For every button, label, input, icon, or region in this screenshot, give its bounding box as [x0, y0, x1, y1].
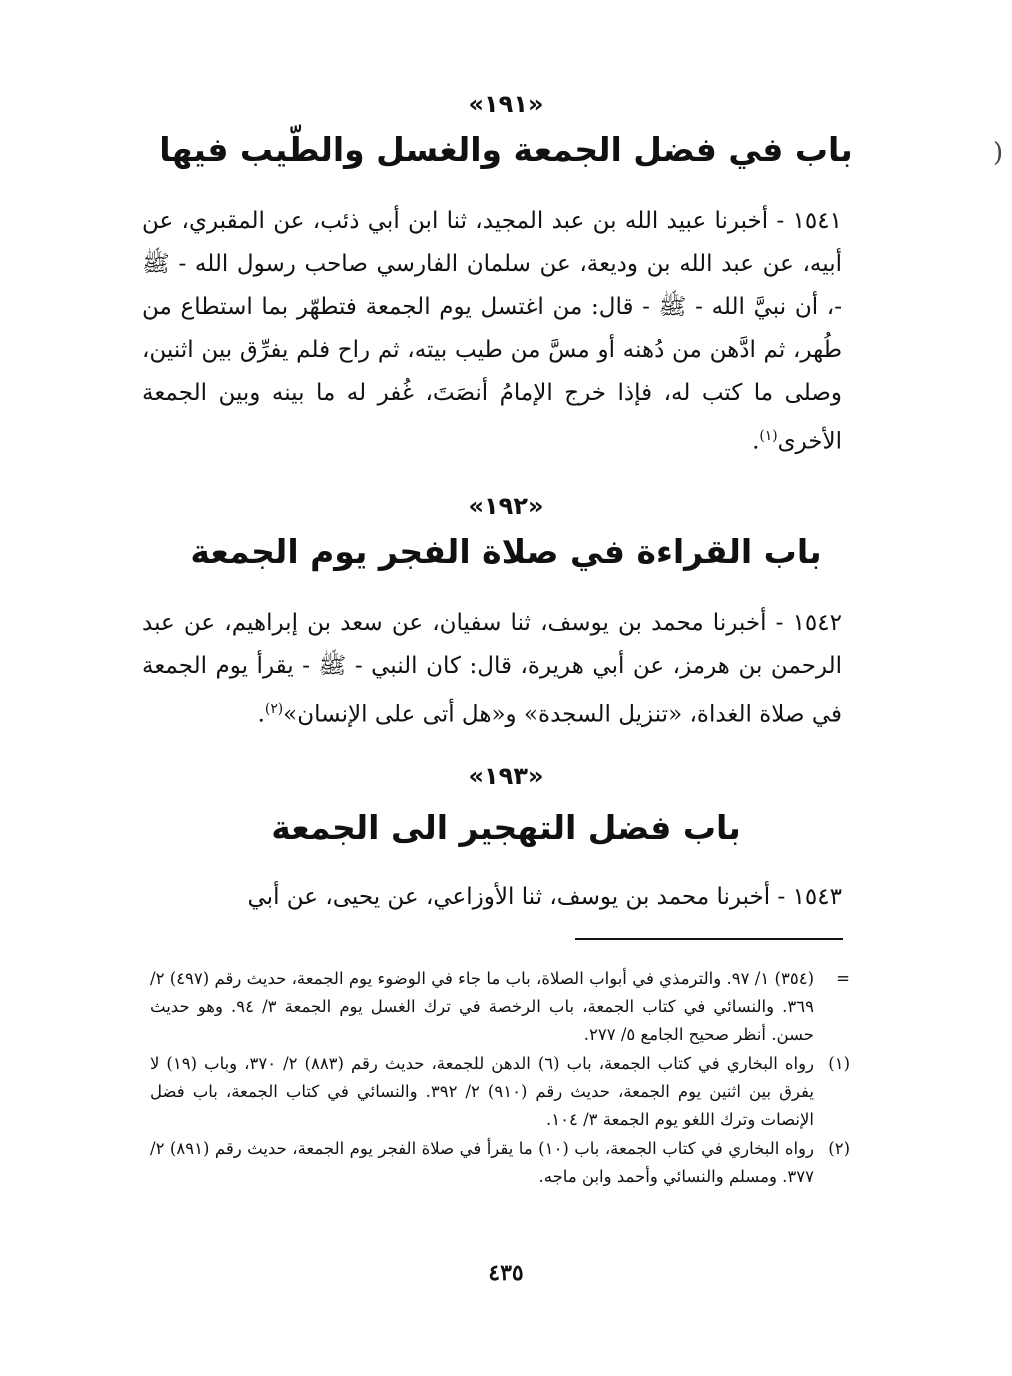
chapter-title: باب القراءة في صلاة الفجر يوم الجمعة — [190, 532, 822, 571]
margin-mark: ( — [993, 138, 1004, 168]
hadith-number: ١٥٤٢ — [792, 610, 842, 636]
chapter-number: «١٩٢» — [468, 492, 544, 520]
footnote-mark: = — [836, 969, 850, 988]
hadith-paragraph: ١٥٤٣ - أخبرنا محمد بن يوسف، ثنا الأوزاعي، عن يحيى، عن أبي — [247, 884, 842, 910]
footnote-reference: (٢) — [264, 701, 284, 717]
footnote-mark: (٢) — [828, 1139, 850, 1158]
page-number: ٤٣٥ — [488, 1260, 524, 1286]
chapter-title: باب فضل التهجير الى الجمعة — [271, 808, 741, 847]
chapter-title: باب في فضل الجمعة والغسل والطّيب فيها — [159, 130, 853, 169]
footnote-item — [150, 1135, 850, 1191]
footnote-text: رواه البخاري في كتاب الجمعة، باب (١٠) ما يقرأ في صلاة الفجر يوم الجمعة، حديث رقم (٨٩١) ٢/ ٣٧٧. ومسلم والنسائي وأحمد وابن ماجه. — [150, 1139, 814, 1186]
footnote-text: (٣٥٤) ١/ ٩٧. والترمذي في أبواب الصلاة، باب ما جاء في الوضوء يوم الجمعة، حديث رقم (٤٩٧) ٢/ ٣٦٩. والنسائي في كتاب الجمعة، باب الرخصة في ترك الغسل يوم الجمعة ٣/ ٩٤. وهو حديث حسن. أنظر صحيح الجامع ٥/ ٢٧٧. — [150, 969, 814, 1044]
footnote-item — [150, 1050, 850, 1134]
hadith-number: ١٥٤٣ — [792, 884, 842, 910]
footnote-reference: (١) — [759, 428, 778, 444]
footnote-mark: (١) — [828, 1054, 850, 1073]
hadith-number: ١٥٤١ — [792, 208, 842, 234]
footnotes — [150, 965, 850, 1192]
footnote-item — [150, 965, 850, 1049]
footnote-text: رواه البخاري في كتاب الجمعة، باب (٦) الدهن للجمعة، حديث رقم (٨٨٣) ٢/ ٣٧٠، وباب (١٩) لا يفرق بين اثنين يوم الجمعة، حديث رقم (٩١٠) ٢/ ٣٩٢. والنسائي في كتاب الجمعة، باب فضل الإنصات وترك اللغو يوم الجمعة ٣/ ١٠٤. — [150, 1054, 815, 1129]
hadith-text: أخبرنا محمد بن يوسف، ثنا الأوزاعي، عن يحيى، عن أبي — [247, 884, 771, 910]
chapter-number: «١٩٣» — [468, 762, 544, 790]
hadith-paragraph: ١٥٤١ - أخبرنا عبيد الله بن عبد المجيد، ثنا ابن أبي ذئب، عن المقبري، عن أبيه، عن عبد الله بن وديعة، عن سلمان الفارسي صاحب رسول الله - ﷺ -، أن نبيَّ الله - ﷺ - قال: من اغتسل يوم الجمعة فتطهّر بما استطاع من طُهر، ثم ادَّهن من دُهنه أو مسَّ من طيب بيته، ثم راح فلم يفرِّق بين اثنين، وصلى ما كتب له، فإذا خرج الإمامُ أنصَتَ، غُفر له ما بينه وبين الجمعة الأخرى$^{(١)}$. — [142, 208, 842, 455]
footnote-separator — [575, 938, 843, 940]
hadith-text: أخبرنا عبيد الله بن عبد المجيد، ثنا ابن أبي ذئب، عن المقبري، عن أبيه، عن عبد الله بن وديعة، عن سلمان الفارسي صاحب رسول الله - ﷺ -، أن نبيَّ الله - ﷺ - قال: من اغتسل يوم الجمعة فتطهّر بما استطاع من طُهر، ثم ادَّهن من دُهنه أو مسَّ من طيب بيته، ثم راح فلم يفرِّق بين اثنين، وصلى ما كتب له، فإذا خرج الإمامُ أنصَتَ، غُفر له ما بينه وبين الجمعة الأخرى — [142, 208, 842, 455]
hadith-text: أخبرنا محمد بن يوسف، ثنا سفيان، عن سعد بن إبراهيم، عن عبد الرحمن بن هرمز، عن أبي هريرة، قال: كان النبي - ﷺ - يقرأ يوم الجمعة في صلاة الغداة، «تنزيل السجدة» و«هل أتى على الإنسان» — [142, 610, 842, 728]
hadith-paragraph: ١٥٤٢ - أخبرنا محمد بن يوسف، ثنا سفيان، عن سعد بن إبراهيم، عن عبد الرحمن بن هرمز، عن أبي هريرة، قال: كان النبي - ﷺ - يقرأ يوم الجمعة في صلاة الغداة، «تنزيل السجدة» و«هل أتى على الإنسان»$^{(٢)}$. — [142, 610, 842, 728]
chapter-number: «١٩١» — [468, 90, 544, 118]
